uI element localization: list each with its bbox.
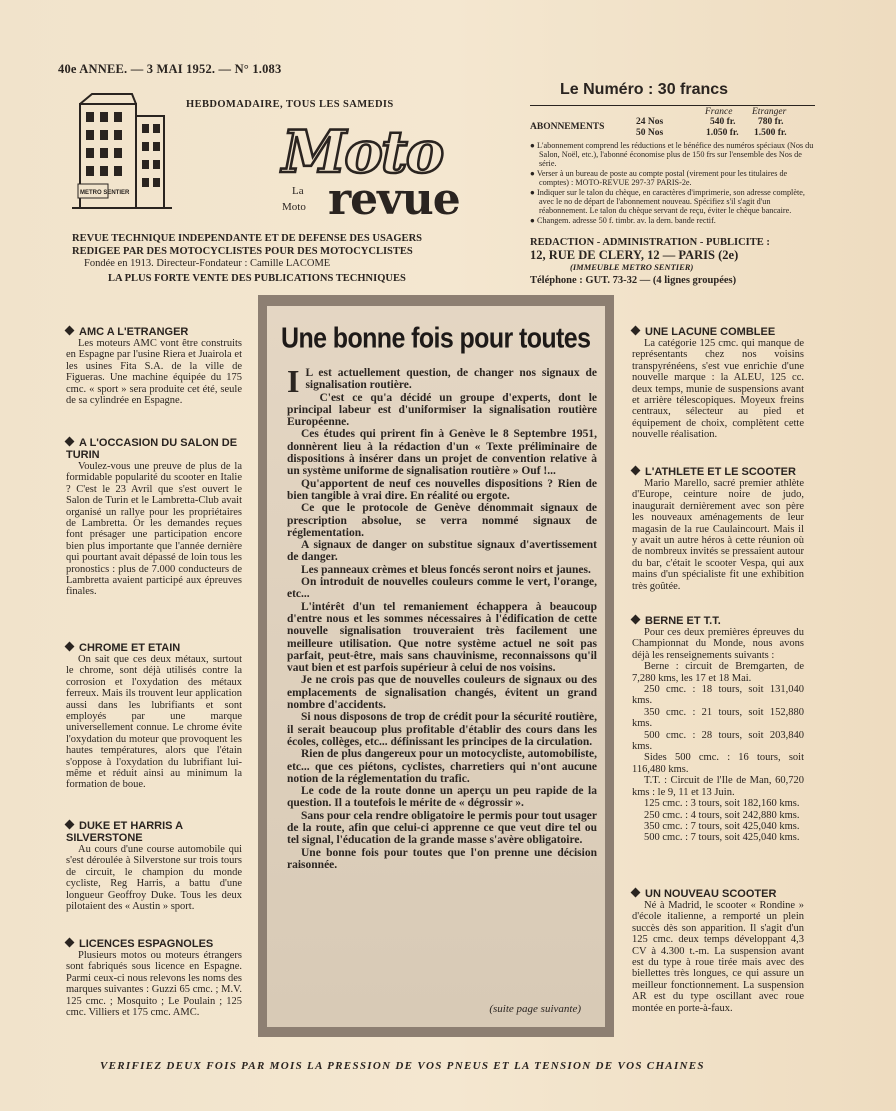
editorial-paragraph: Ce que le protocole de Genève dénommait signaux de prescription absolue, se verra nommé signaux de réglementation. [287, 502, 597, 539]
news-item-title: CHROME ET ETAIN [66, 642, 242, 654]
note-bullet: ● Changem. adresse 50 f. timbr. av. la dern. bande rectif. [530, 216, 716, 225]
news-item-text: La catégorie 125 cmc. qui manque de représentants chez nos voisins transpyrénéens, s'est vue enrichie d'une nouvelle marque : la ALEU, 125 cc. deux temps, munie de suspensions avant et arrière télescopiques. Moyeux freins centraux, sélecteur au pied et équipement de choix, complètent cette nouvelle réalisation. [632, 338, 804, 441]
editorial-paragraph: I L est actuellement question, de changer nos signaux de signalisation routière. [287, 363, 597, 399]
issue-meta-line: 40e ANNEE. — 3 MAI 1952. — N° 1.083 [58, 62, 282, 76]
editorial-paragraph: Le code de la route donne un aperçu un peu rapide de la question. Il a toutefois le mérite de « dégrossir ». [287, 785, 597, 810]
news-item-text: Plusieurs motos ou moteurs étrangers sont fabriqués sous licence en Espagne. Parmi ceux-ci nous relevons les noms des marques suivantes : Guzzi 65 cmc. ; M.V. 125 cmc. ; Mosquito ; Le Poulain ; 125 cmc. Villiers et 175 cmc. AMC. [66, 950, 242, 1019]
subtitle-line-1: REVUE TECHNIQUE INDEPENDANTE ET DE DEFENSE DES USAGERS [72, 233, 422, 244]
news-item-text: Les moteurs AMC vont être construits en Espagne par l'usine Riera et Juairola et les usines Fita S.A. de la ville de Figueras. Une machine équipée du 175 cmc. « sport » sera produite cet été, seule de sa cylindrée en Espagne. [66, 338, 242, 407]
editorial-paragraph: Si nous disposons de trop de crédit pour la sécurité routière, il serait beaucoup plus profitable d'établir des cours dans les écoles, collèges, etc... définissant les principes de la circulation. [287, 711, 597, 748]
col-header-etranger: Etranger [752, 107, 787, 117]
diamond-bullet-icon [631, 326, 641, 336]
editorial-paragraph: Une bonne fois pour toutes que l'on prenne une décision raisonnée. [287, 846, 597, 871]
logo-moto-small: Moto [282, 201, 306, 213]
news-item-title: LICENCES ESPAGNOLES [66, 938, 242, 950]
logo-la: La [292, 185, 304, 197]
diamond-bullet-icon [65, 938, 75, 948]
diamond-bullet-icon [65, 642, 75, 652]
sub-row1-france: 540 fr. [710, 117, 736, 127]
building-sign: METRO SENTIER [80, 190, 130, 196]
news-item [632, 466, 804, 592]
note-bullet: ● L'abonnement comprend les réductions et le bénéfice des numéros spéciaux (Nos du Salon, Noël, etc.), l'abonné économise plus de 150 frs sur l'ensemble des Nos de série. [530, 141, 814, 168]
editorial-paragraph: A signaux de danger on substitue signaux d'avertissement de danger. [287, 539, 597, 564]
news-item [66, 820, 242, 912]
building-note: (IMMEUBLE METRO SENTIER) [570, 262, 694, 272]
editorial-paragraph: Je ne crois pas que de nouvelles couleurs de signaux ou des emplacements de signalisation changés, évitent un grand nombre d'accidents. [287, 674, 597, 712]
news-item-text: Au cours d'une course automobile qui s'est déroulée à Silverstone sur trois tours de circuit, le champion du monde cycliste, Reg Harris, a battu d'une longueur Geoffroy Duke. Tous les deux pilotaient des « Austin » sport. [66, 844, 242, 913]
news-item-title: AMC A L'ETRANGER [66, 326, 242, 338]
editorial-paragraph: C'est ce qu'a décidé un groupe d'experts, dont le principal labeur est d'uniformiser la signalisation routière Européenne. [287, 391, 597, 429]
drop-cap: I [287, 363, 300, 399]
news-item-text: Né à Madrid, le scooter « Rondine » d'école italienne, a remporté un plein succès dès son apparition. Il s'agit d'un 125 cmc. deux temps développant 4,3 CV à 4.300 t.-m. La suspension avant est du type à roue tirée mais avec des biellettes très longues, ce qui assure un meilleur fonctionnement. La suspension AR est du type oscillant avec roue montée en porte-à-faux. [632, 900, 804, 1014]
editorial-paragraph: L'intérêt d'un tel remaniement échappera à beaucoup d'entre nous et les sommes nécessaires à l'édification de cette nouvelle signalisation trouveraient très facilement une meilleure utilisation. Que notre système actuel ne soit pas parfait, peut-être, mais sans chauvinisme, reconnaissons qu'il vaut bien et est parfois supérieur à celui de nos voisins. [287, 600, 597, 675]
news-item-text: Mario Marello, sacré premier athlète d'Europe, ceinture noire de judo, inaugurait dernièrement avec son père les nouveaux aménagements de leur magasin de la rue Caulaincourt. Mais il y avait un autre héros à cette réunion où de nombreux invités se pressaient autour du bar, c'était le scooter Vespa, qui aux mains d'un spécialiste fit une exhibition très goûtée. [632, 478, 804, 592]
sub-row1-etranger: 780 fr. [758, 117, 784, 127]
logo-moto-word: Moto [282, 118, 443, 186]
news-item-title: DUKE ET HARRIS A SILVERSTONE [66, 820, 183, 844]
diamond-bullet-icon [631, 615, 641, 625]
race-line: 250 cmc. : 4 tours, soit 242,880 kms. [644, 809, 800, 821]
issue-price: Le Numéro : 30 francs [560, 81, 729, 98]
price-rule [530, 105, 815, 106]
race-line: Sides 500 cmc. : 16 tours, soit 116,480 kms. [632, 752, 804, 775]
note-bullet: ● Indiquer sur le talon du chèque, en caractères d'imprimerie, son adresse complète, avec le no de départ de l'abonnement nouveau. Spécifiez s'il s'agit d'un réabonnement. Le talon du chèque servant de reçu, éviter le chèque bancaire. [530, 188, 805, 215]
news-item-text: Pour ces deux premières épreuves du Championnat du Monde, nous avons déjà les renseignements suivants : [632, 627, 804, 661]
sub-row2-etranger: 1.500 fr. [754, 128, 787, 138]
news-item-title: A L'OCCASION DU SALON DE TURIN [66, 437, 238, 461]
news-item-title: UNE LACUNE COMBLEE [632, 326, 804, 338]
news-item [66, 642, 242, 791]
continued-note: (suite page suivante) [489, 1003, 581, 1015]
race-line: Berne : circuit de Bremgarten, de 7,280 kms, les 17 et 18 Mai. [632, 661, 804, 684]
news-item-text: Voulez-vous une preuve de plus de la formidable popularité du scooter en Italie ? C'est le 23 Avril que s'est ouvert le Salon de Turin et le Lambretta-Club avait organisé un rallye pour les propriétaires de Lambretta. Or les demandes reçues font présager une participation encore bien plus importante que l'année dernière qui pourtant avait dépassé de loin tous les pronostics : plus de 7.000 conducteurs de Lambretta avaient participé aux épreuves finales. [66, 461, 242, 598]
redaction-label: REDACTION - ADMINISTRATION - PUBLICITE : [530, 237, 770, 248]
moto-revue-logo [246, 110, 494, 230]
footer-slogan: VERIFIEZ DEUX FOIS PAR MOIS LA PRESSION DE VOS PNEUS ET LA TENSION DE VOS CHAINES [100, 1060, 705, 1072]
diamond-bullet-icon [631, 466, 641, 476]
news-item-title: BERNE ET T.T. [632, 615, 804, 627]
news-item [632, 615, 804, 844]
editorial-address [530, 237, 820, 287]
phone-number: Téléphone : GUT. 73-32 — (4 lignes groupées) [530, 275, 737, 286]
note-bullet: ● Verser à un bureau de poste au compte postal (virement pour les titulaires de comptes) : MOTO-REVUE 297-37 PARIS-2e. [530, 169, 788, 187]
race-line: 350 cmc. : 7 tours, soit 425,040 kms. [644, 820, 800, 832]
editorial-title: Une bonne fois pour toutes [281, 322, 591, 355]
news-item-title: L'ATHLETE ET LE SCOOTER [632, 466, 804, 478]
subtitle-line-2: REDIGEE PAR DES MOTOCYCLISTES POUR DES MOTOCYCLISTES [72, 245, 413, 257]
race-line: 500 cmc. : 7 tours, soit 425,040 kms. [644, 832, 800, 844]
race-line: T.T. : Circuit de l'Ile de Man, 60,720 kms : le 9, 11 et 13 Juin. [632, 775, 804, 798]
news-item [66, 437, 242, 598]
news-item-text: On sait que ces deux métaux, surtout le chrome, sont déjà utilisés contre la corrosion et l'oxydation des métaux ferreux. Mais ils trouvent leur application aussi dans les lubrifiants et sont employés par une marque universellement connue. Le chrome évite l'oxydation du moteur que provoquent les hautes températures, alors que l'étain s'oppose à l'oxydation du lubrifiant lui-même et réduit ainsi au minimum la formation de boue. [66, 654, 242, 791]
subscription-notes [530, 141, 818, 226]
sub-row1-label: 24 Nos [636, 117, 664, 127]
editorial-paragraph: Ces études qui prirent fin à Genève le 8 Septembre 1951, donnèrent lieu à la rédaction d'un « Texte préliminaire de dispositions à insérer dans un projet de convention relative à un système uniforme de signalisation routière » Ouf !... [287, 428, 597, 478]
editorial-body [287, 363, 597, 871]
sub-row2-label: 50 Nos [636, 128, 664, 138]
news-item [66, 938, 242, 1018]
news-item-title: UN NOUVEAU SCOOTER [632, 888, 804, 900]
editorial-paragraph: Les panneaux crèmes et bleus foncés seront noirs et jaunes. [301, 563, 591, 576]
subtitle-line-4: LA PLUS FORTE VENTE DES PUBLICATIONS TECHNIQUES [108, 272, 406, 284]
editorial-paragraph: Sans pour cela rendre obligatoire le permis pour tout usager de la route, afin que celui-ci apprenne ce que veut dire tel ou tel signal, l'éducation de la grande masse s'avère obligatoire. [287, 809, 597, 847]
sub-row2-france: 1.050 fr. [706, 128, 739, 138]
news-item [632, 326, 804, 441]
editorial-box [258, 295, 614, 1037]
race-line: 125 cmc. : 3 tours, soit 182,160 kms. [644, 798, 800, 810]
building-illustration [72, 90, 172, 218]
diamond-bullet-icon [65, 820, 75, 830]
street-address: 12, RUE DE CLERY, 12 — PARIS (2e) [530, 248, 739, 262]
editorial-paragraph: On introduit de nouvelles couleurs comme le vert, l'orange, etc... [287, 576, 597, 601]
editorial-paragraph: Qu'apportent de neuf ces nouvelles dispositions ? Rien de bien tangible à vrai dire. En réalité ou ergote. [287, 477, 597, 502]
editorial-paragraph: Rien de plus dangereux pour un motocycliste, automobiliste, etc... que ces piétons, cyclistes, charretiers qui n'ont aucune notion de la réglementation du trafic. [287, 748, 597, 785]
masthead-subtitle [72, 233, 502, 285]
news-item [632, 888, 804, 1014]
logo-revue-word: revue [328, 174, 460, 225]
editorial-box-inner [267, 306, 605, 1027]
col-header-france: France [705, 107, 733, 117]
weekly-tagline: HEBDOMADAIRE, TOUS LES SAMEDIS [186, 99, 394, 110]
diamond-bullet-icon [65, 437, 75, 447]
subscriptions-label: ABONNEMENTS [530, 122, 605, 132]
race-line: 350 cmc. : 21 tours, soit 152,880 kms. [632, 706, 804, 730]
subtitle-line-3: Fondée en 1913. Directeur-Fondateur : Camille LACOME [84, 258, 331, 269]
right-news-column [632, 326, 804, 1016]
diamond-bullet-icon [631, 888, 641, 898]
diamond-bullet-icon [65, 326, 75, 336]
race-line: 500 cmc. : 28 tours, soit 203,840 kms. [632, 729, 804, 753]
left-news-column [66, 326, 242, 1019]
race-line: 250 cmc. : 18 tours, soit 131,040 kms. [632, 684, 804, 707]
news-item [66, 326, 242, 406]
